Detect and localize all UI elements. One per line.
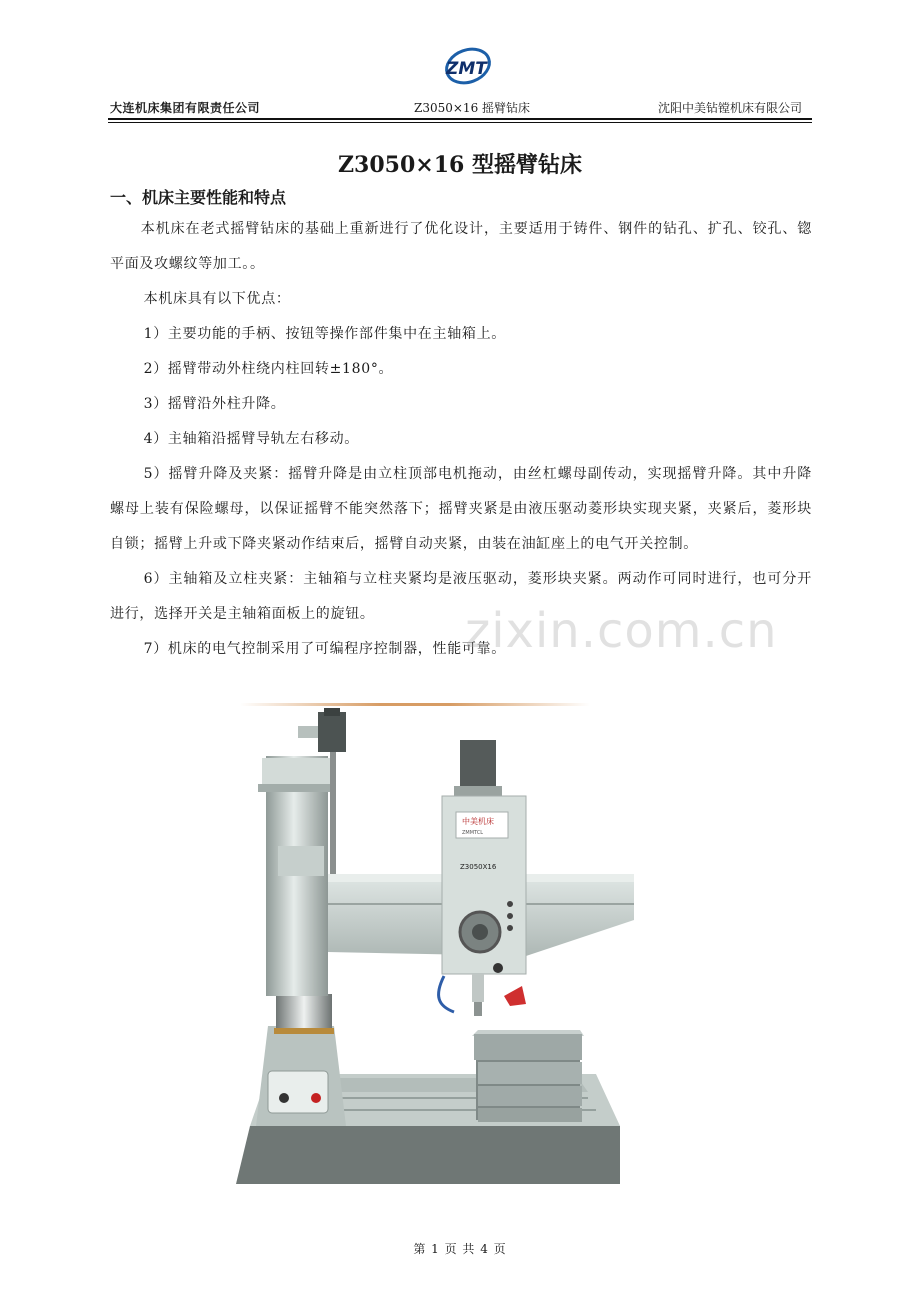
panel-brand-text: 中美机床 xyxy=(462,817,494,826)
radial-drill-photo xyxy=(228,706,638,1194)
section-heading: 一、机床主要性能和特点 xyxy=(110,188,287,207)
panel-model-text: Z3050X16 xyxy=(460,863,497,871)
header-model: Z3050×16 摇臂钻床 xyxy=(414,101,531,115)
header-company-left: 大连机床集团有限责任公司 xyxy=(110,101,261,115)
feature-item: 7）机床的电气控制采用了可编程序控制器，性能可靠。 xyxy=(143,641,506,657)
feature-item: 1）主要功能的手柄、按钮等操作部件集中在主轴箱上。 xyxy=(143,326,506,342)
document-body xyxy=(110,212,812,667)
document-title: Z3050×16 型摇臂钻床 xyxy=(338,152,582,178)
page-footer: 第 1 页 共 4 页 xyxy=(413,1242,507,1256)
panel-brand-en-text: ZMMTCL xyxy=(462,830,484,836)
feature-item: 3）摇臂沿外柱升降。 xyxy=(143,396,286,412)
feature-item: 5）摇臂升降及夹紧：摇臂升降是由立柱顶部电机拖动，由丝杠螺母副传动，实现摇臂升降。其中升降螺母上装有保险螺母，以保证摇臂不能突然落下；摇臂夹紧是由液压驱动菱形块实现夹紧，夹紧后，菱形块自锁；摇臂上升或下降夹紧动作结束后，摇臂自动夹紧，由装在油缸座上的电气开关控制。 xyxy=(110,466,812,552)
header-rule-thick xyxy=(108,118,812,120)
zmt-logo xyxy=(438,44,494,90)
feature-item: 6）主轴箱及立柱夹紧：主轴箱与立柱夹紧均是液压驱动，菱形块夹紧。两动作可同时进行，也可分开进行，选择开关是主轴箱面板上的旋钮。 xyxy=(110,571,812,622)
feature-item: 2）摇臂带动外柱绕内柱回转±180°。 xyxy=(143,361,394,377)
logo-text: ZMT xyxy=(446,59,487,79)
advantages-lead: 本机床具有以下优点： xyxy=(143,291,291,307)
intro-paragraph: 本机床在老式摇臂钻床的基础上重新进行了优化设计，主要适用于铸件、钢件的钻孔、扩孔、铰孔、锪平面及攻螺纹等加工。。 xyxy=(110,221,812,272)
header-rule-thin xyxy=(108,122,812,123)
feature-item: 4）主轴箱沿摇臂导轨左右移动。 xyxy=(143,431,360,447)
header-company-right: 沈阳中美钻镗机床有限公司 xyxy=(657,101,802,115)
watermark: zixin.com.cn xyxy=(465,603,778,659)
